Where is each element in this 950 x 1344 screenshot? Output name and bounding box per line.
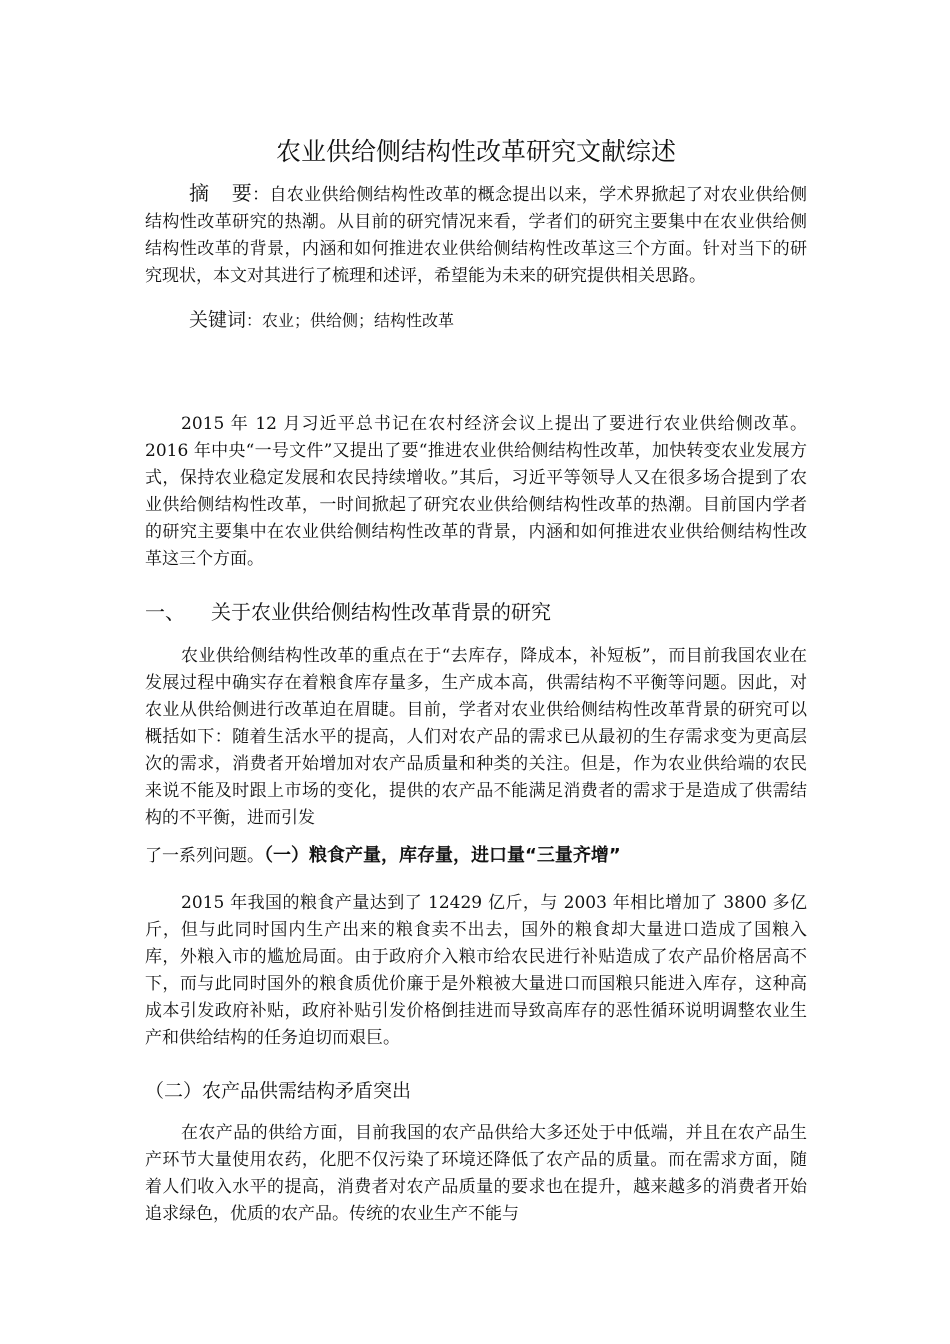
section-1-heading <box>145 597 807 627</box>
abstract-text: 自农业供给侧结构性改革的概念提出以来，学术界掀起了对农业供给侧结构性改革研究的热潮。从目前的研究情况来看，学者们的研究主要集中在农业供给侧结构性改革的背景，内涵和如何推进农业供给侧结构性改革这三个方面。针对当下的研究现状，本文对其进行了梳理和述评，希望能为未来的研究提供相关思路。 <box>145 185 808 286</box>
subsection-2-heading: （二）农产品供需结构矛盾突出 <box>145 1080 412 1102</box>
keywords-line <box>145 306 807 335</box>
section-1-number: 一、 <box>145 600 185 624</box>
abstract-paragraph <box>145 180 807 290</box>
section-1-tail-text: 了一系列问题。 <box>145 846 264 866</box>
keywords-label: 关键词 <box>189 309 247 331</box>
section-1-tail-line <box>145 842 807 870</box>
subsection-1-paragraph: 2015 年我国的粮食产量达到了 12429 亿斤，与 2003 年相比增加了 3800 多亿斤，但与此同时国内生产出来的粮食卖不出去，国外的粮食却大量进口造成了国粮入库，外粮入市的尴尬局面。由于政府介入粮市给农民进行补贴造成了农产品价格居高不下，而与此同时国外的粮食质优价廉于是外粮被大量进口而国粮只能进入库存，这种高成本引发政府补贴，政府补贴引发价格倒挂进而导致高库存的恶性循环说明调整农业生产和供给结构的任务迫切而艰巨。 <box>145 893 807 1048</box>
abstract-colon: ： <box>252 185 270 205</box>
section-1-paragraph: 农业供给侧结构性改革的重点在于“去库存，降成本，补短板”，而目前我国农业在发展过程中确实存在着粮食库存量多，生产成本高，供需结构不平衡等问题。因此，对农业从供给侧进行改革迫在眉睫。目前，学者对农业供给侧结构性改革背景的研究可以概括如下：随着生活水平的提高，人们对农产品的需求已从最初的生存需求变为更高层次的需求，消费者开始增加对农产品质量和种类的关注。但是，作为农业供给端的农民来说不能及时跟上市场的变化，提供的农产品不能满足消费者的需求于是造成了供需结构的不平衡，进而引发 <box>145 646 807 828</box>
abstract-label-char-1: 摘 <box>189 181 210 205</box>
keywords-colon: ： <box>246 311 263 330</box>
subsection-2-paragraph: 在农产品的供给方面，目前我国的农产品供给大多还处于中低端，并且在农产品生产环节大量使用农药，化肥不仅污染了环境还降低了农产品的质量。而在需求方面，随着人们收入水平的提高，消费者对农产品质量的要求也在提升，越来越多的消费者开始追求绿色，优质的农产品。传统的农业生产不能与 <box>145 1123 807 1224</box>
document-title: 农业供给侧结构性改革研究文献综述 <box>275 137 676 166</box>
subsection-1-heading: （一）粮食产量，库存量，进口量“三量齐增” <box>264 845 621 866</box>
section-1-title: 关于农业供给侧结构性改革背景的研究 <box>211 600 551 624</box>
keywords-text: 农业；供给侧；结构性改革 <box>262 311 455 330</box>
abstract-label <box>189 181 252 205</box>
document-page <box>145 130 807 1228</box>
intro-paragraph: 2015 年 12 月习近平总书记在农村经济会议上提出了要进行农业供给侧改革。2016 年中央“一号文件”又提出了要“推进农业供给侧结构性改革，加快转变农业发展方式，保持农业稳定发展和农民持续增收。”其后，习近平等领导人又在很多场合提到了农业供给侧结构性改革，一时间掀起了研究农业供给侧结构性改革的热潮。目前国内学者的研究主要集中在农业供给侧结构性改革的背景，内涵和如何推进农业供给侧结构性改革这三个方面。 <box>145 414 807 569</box>
abstract-label-char-2: 要 <box>231 181 253 205</box>
